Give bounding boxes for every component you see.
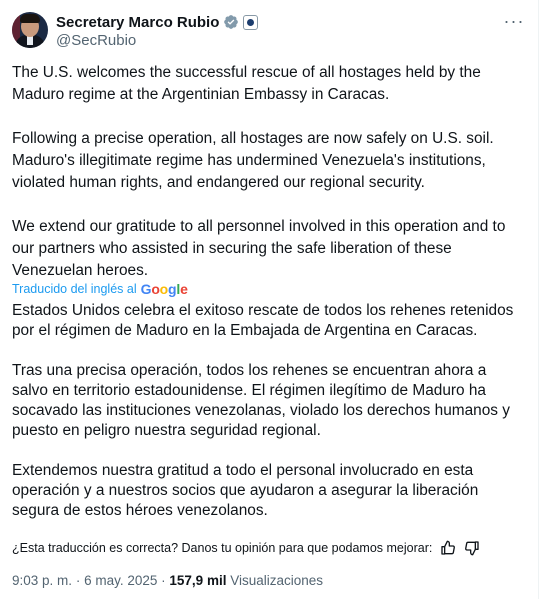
- translation-feedback: [12, 540, 480, 556]
- tweet-paragraph: The U.S. welcomes the successful rescue of all hostages held by the Maduro regime at the Argentinian Embassy in Caracas.: [12, 64, 481, 103]
- tweet-paragraph: Following a precise operation, all hostages are now safely on U.S. soil. Maduro's illegitimate regime has undermined Venezuela's institutions, violated human rights, and endangered our regional security.: [12, 130, 494, 191]
- meta-separator: ·: [161, 573, 166, 588]
- google-logo: Google: [140, 281, 188, 297]
- tweet-date[interactable]: 6 may. 2025: [84, 573, 158, 588]
- author-name-row: [56, 13, 258, 31]
- translated-by-label: Traducido del inglés al: [12, 282, 137, 296]
- tweet-text: [12, 62, 526, 282]
- tweet-header: [12, 12, 526, 52]
- author-handle[interactable]: @SecRubio: [56, 32, 137, 49]
- views-count: 157,9 mil: [169, 573, 227, 588]
- translated-text: [12, 301, 526, 521]
- tweet-meta: [12, 573, 323, 588]
- author-name[interactable]: Secretary Marco Rubio: [56, 13, 220, 31]
- thumbs-up-icon[interactable]: [440, 540, 456, 556]
- state-department-seal-icon[interactable]: [243, 15, 258, 30]
- more-options-icon[interactable]: ···: [503, 11, 525, 31]
- feedback-question: ¿Esta traducción es correcta? Danos tu opinión para que podamos mejorar:: [12, 541, 433, 555]
- avatar[interactable]: [12, 12, 48, 48]
- translated-paragraph: Estados Unidos celebra el exitoso rescate de todos los rehenes retenidos por el régimen de Maduro en la Embajada de Argentina en Caracas.: [12, 302, 514, 339]
- translated-paragraph: Tras una precisa operación, todos los rehenes se encuentran ahora a salvo en territorio estadounidense. El régimen ilegítimo de Maduro ha socavado las instituciones venezolanas, violado los derechos humanos y puesto en peligro nuestra seguridad regional.: [12, 362, 510, 439]
- views-label: Visualizaciones: [230, 573, 324, 588]
- translated-by-link[interactable]: [12, 281, 188, 297]
- translated-paragraph: Extendemos nuestra gratitud a todo el personal involucrado en esta operación y a nuestros socios que ayudaron a asegurar la liberación segura de estos héroes venezolanos.: [12, 462, 479, 519]
- thumbs-down-icon[interactable]: [464, 540, 480, 556]
- tweet-paragraph: We extend our gratitude to all personnel involved in this operation and to our partners who assisted in securing the safe liberation of these Venezuelan heroes.: [12, 218, 506, 279]
- meta-separator: ·: [75, 573, 81, 588]
- verified-badge-icon[interactable]: [223, 14, 239, 30]
- tweet-time[interactable]: 9:03 p. m.: [12, 573, 73, 588]
